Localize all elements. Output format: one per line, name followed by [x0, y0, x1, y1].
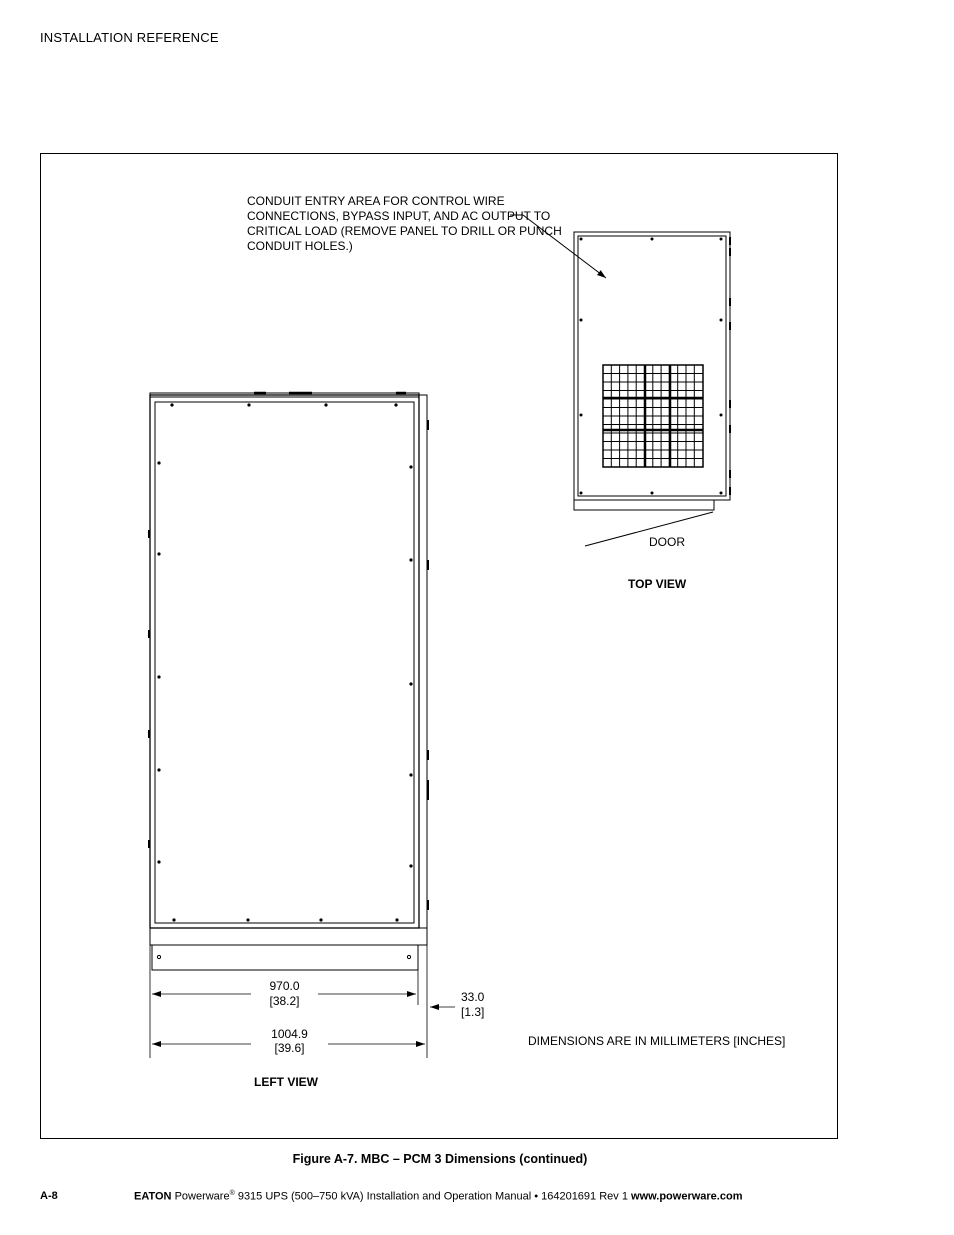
dim-outer-mm: 1004.9 [271, 1027, 308, 1041]
dim-inner-in: [38.2] [269, 994, 300, 1008]
product-name: Powerware [174, 1190, 230, 1203]
left-view [149, 393, 428, 970]
left-view-base [150, 928, 427, 945]
registered-mark: ® [229, 1190, 235, 1197]
top-view-label: TOP VIEW [628, 577, 687, 591]
left-view-panel [155, 402, 414, 923]
left-view-door-strip [152, 945, 418, 970]
dim-inner-mm: 970.0 [269, 979, 300, 993]
conduit-entry-grid [603, 365, 703, 467]
units-note: DIMENSIONS ARE IN MILLIMETERS [INCHES] [528, 1034, 786, 1048]
figure-caption: Figure A-7. MBC – PCM 3 Dimensions (continued) [292, 1152, 588, 1166]
running-header: INSTALLATION REFERENCE [40, 30, 219, 45]
manual-title: 9315 UPS (500–750 kVA) Installation and Operation Manual • 164201691 Rev 1 [234, 1190, 632, 1203]
top-view-outline [574, 232, 730, 500]
top-view-inner-panel [578, 236, 726, 496]
dim-side-in: [1.3] [461, 1005, 485, 1019]
top-view [510, 215, 730, 546]
top-view-door-strip [574, 500, 714, 510]
left-view-side-depth [419, 395, 427, 928]
door-label: DOOR [649, 535, 685, 549]
left-view-label: LEFT VIEW [254, 1075, 318, 1089]
website-link[interactable]: www.powerware.com [631, 1190, 743, 1203]
left-view-outline [150, 395, 419, 928]
brand-name: EATON [134, 1190, 172, 1203]
conduit-callout-line-2: CONNECTIONS, BYPASS INPUT, AND AC OUTPUT TO [247, 209, 551, 223]
conduit-callout-line-4: CONDUIT HOLES.) [247, 239, 353, 253]
dim-outer-in: [39.6] [274, 1041, 305, 1055]
conduit-callout-line-1: CONDUIT ENTRY AREA FOR CONTROL WIRE [247, 194, 505, 208]
page-number: A-8 [40, 1190, 58, 1202]
publication-line [134, 1190, 742, 1203]
conduit-callout-line-3: CRITICAL LOAD (REMOVE PANEL TO DRILL OR PUNCH [247, 224, 562, 238]
dim-side-mm: 33.0 [461, 990, 485, 1004]
